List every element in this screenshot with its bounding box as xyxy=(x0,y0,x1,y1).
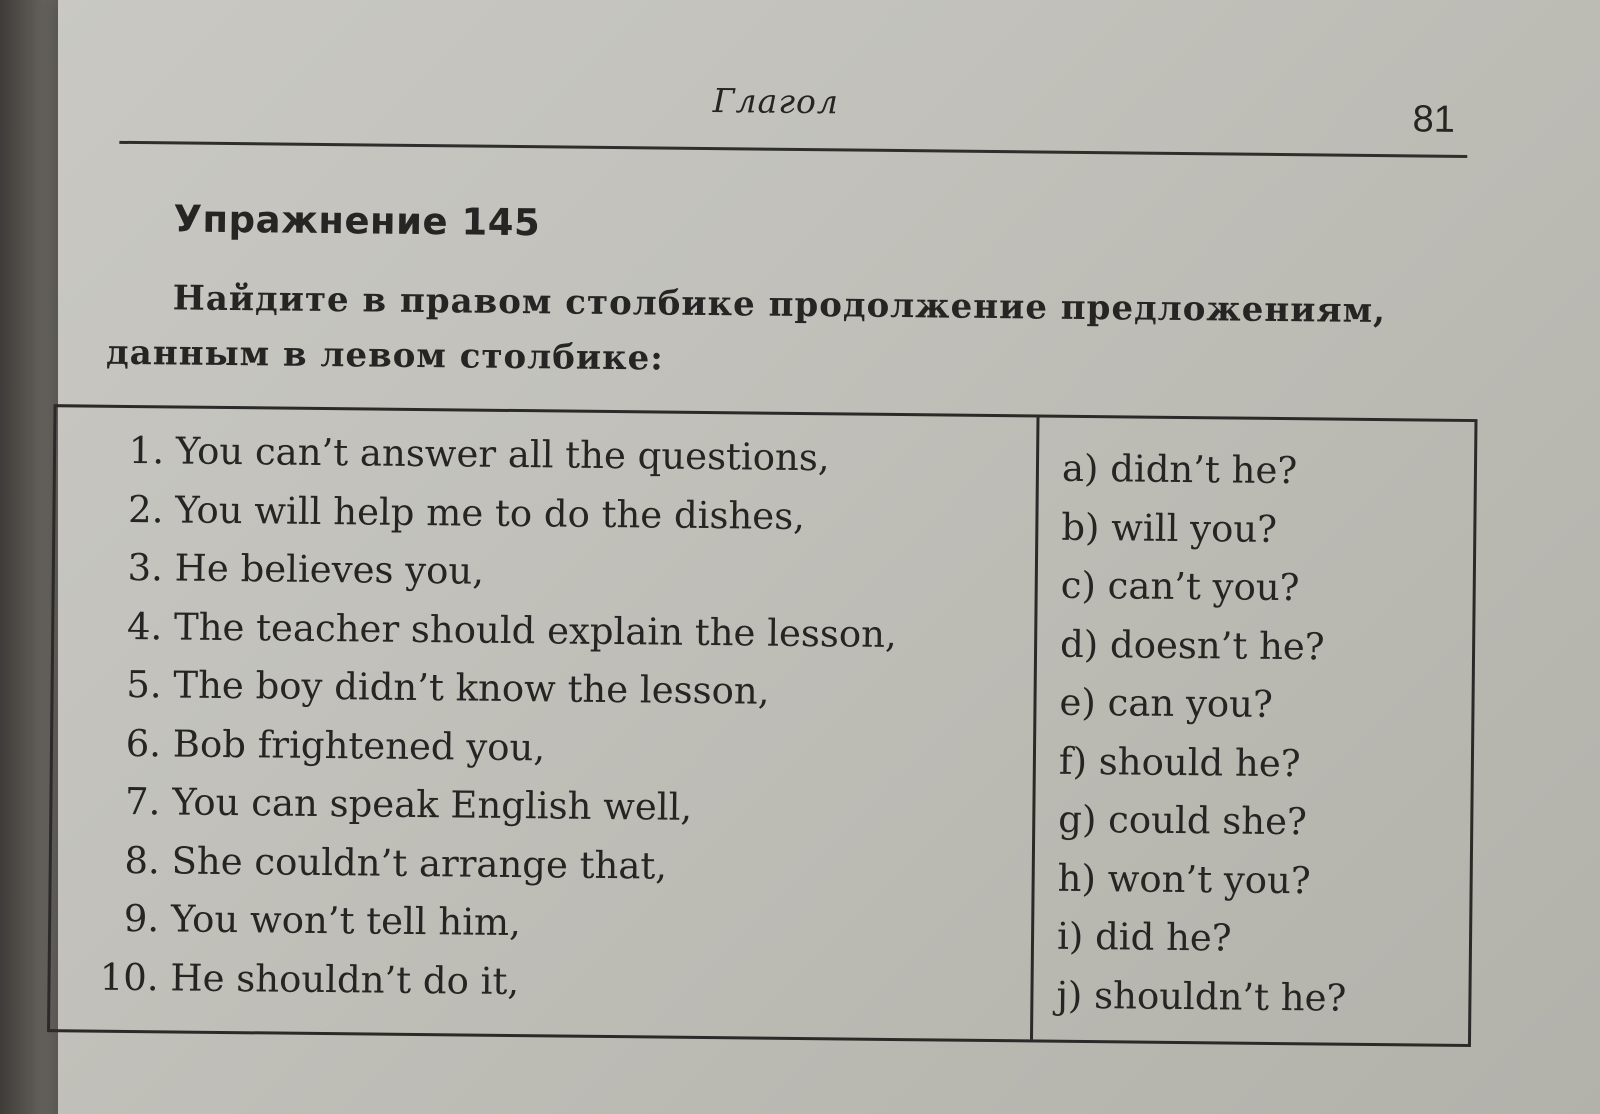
sentence-text: The boy didn’t know the lesson, xyxy=(173,663,770,713)
sentence-text: She couldn’t arrange that, xyxy=(171,838,668,888)
sentence-number: 9. xyxy=(123,896,160,941)
sentence-item xyxy=(84,421,1025,489)
sentence-item xyxy=(82,597,1023,665)
sentence-column xyxy=(78,421,1024,1016)
tag-letter: g) xyxy=(1058,797,1097,842)
tag-text: can’t you? xyxy=(1107,564,1300,610)
sentence-number: 5. xyxy=(126,662,162,707)
tag-letter: d) xyxy=(1059,622,1099,666)
tag-letter: i) xyxy=(1056,914,1084,958)
sentence-item xyxy=(80,772,1021,840)
header-rule xyxy=(119,141,1467,158)
sentence-item xyxy=(79,889,1020,957)
tag-item xyxy=(1059,732,1460,795)
tag-letter: h) xyxy=(1057,856,1097,900)
tag-letter: c) xyxy=(1060,563,1097,608)
tag-column xyxy=(1056,440,1462,1029)
sentence-item xyxy=(81,714,1022,782)
sentence-text: You can speak English well, xyxy=(171,780,693,829)
tag-letter: j) xyxy=(1056,973,1083,1017)
tag-text: did he? xyxy=(1094,915,1232,960)
sentence-text: You won’t tell him, xyxy=(170,897,522,945)
running-title: Глагол xyxy=(712,81,840,122)
tag-item xyxy=(1056,966,1457,1029)
sentence-number: 6. xyxy=(125,721,162,765)
sentence-item xyxy=(81,655,1022,723)
tag-item xyxy=(1060,615,1461,678)
tag-text: can you? xyxy=(1107,681,1274,726)
tag-item xyxy=(1058,791,1459,854)
sentence-item xyxy=(80,831,1021,899)
sentence-number: 8. xyxy=(124,838,161,882)
tag-item xyxy=(1057,908,1458,971)
tag-item xyxy=(1057,849,1458,912)
page-number: 81 xyxy=(1412,98,1456,141)
sentence-item xyxy=(78,948,1019,1016)
tag-item xyxy=(1062,440,1463,503)
sentence-number: 7. xyxy=(124,779,161,824)
tag-item xyxy=(1061,498,1462,561)
sentence-number: 3. xyxy=(127,545,164,590)
exercise-instruction: Найдите в правом столбике продолжение предложениям, данным в левом столбике: xyxy=(105,278,1387,379)
tag-text: could she? xyxy=(1107,798,1308,844)
tag-text: didn’t he? xyxy=(1110,447,1298,493)
tag-item xyxy=(1059,674,1460,737)
sentence-text: You will help me to do the dishes, xyxy=(175,487,806,538)
tag-text: won’t you? xyxy=(1107,856,1311,902)
tag-text: shouldn’t he? xyxy=(1093,973,1347,1020)
sentence-number: 10. xyxy=(99,955,159,999)
tag-text: will you? xyxy=(1111,505,1278,551)
sentence-text: The teacher should explain the lesson, xyxy=(173,604,898,656)
tag-letter: a) xyxy=(1061,446,1099,491)
column-divider xyxy=(1030,417,1040,1039)
sentence-text: Bob frightened you, xyxy=(172,721,546,769)
sentence-text: He shouldn’t do it, xyxy=(170,955,520,1003)
tag-item xyxy=(1060,557,1461,620)
sentence-text: You can’t answer all the questions, xyxy=(175,429,830,480)
tag-text: doesn’t he? xyxy=(1109,622,1325,668)
exercise-title: Упражнение 145 xyxy=(173,197,541,245)
tag-text: should he? xyxy=(1098,739,1301,785)
sentence-number: 4. xyxy=(126,604,163,648)
sentence-text: He believes you, xyxy=(174,546,485,593)
sentence-item xyxy=(83,480,1024,548)
sentence-item xyxy=(83,538,1024,606)
sentence-number: 1. xyxy=(128,428,165,473)
tag-letter: b) xyxy=(1061,505,1100,549)
tag-letter: f) xyxy=(1058,739,1088,783)
exercise-table xyxy=(47,404,1477,1047)
tag-letter: e) xyxy=(1059,680,1097,725)
sentence-number: 2. xyxy=(127,487,164,531)
